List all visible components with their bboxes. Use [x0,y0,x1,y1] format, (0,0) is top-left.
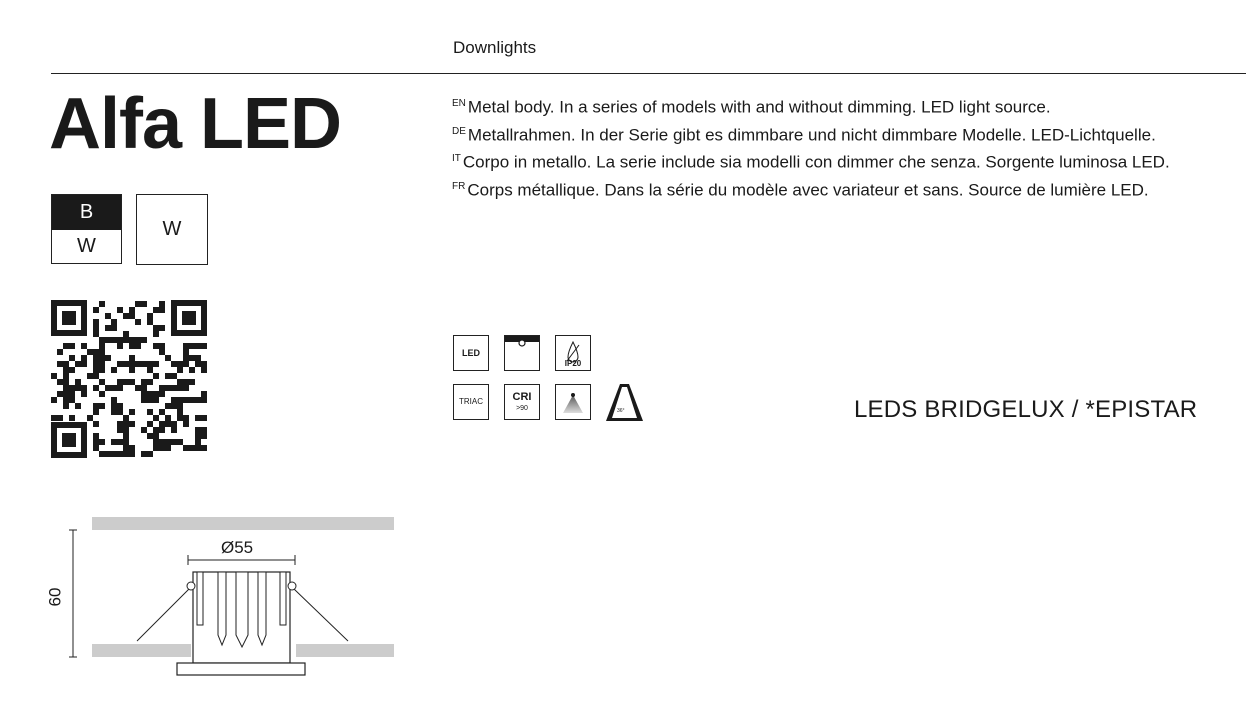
diameter-label: Ø55 [221,538,254,557]
cri-label: CRI [512,391,532,403]
finish-black-label: B [52,195,121,230]
description-it [452,147,1170,175]
dimension-drawing [40,505,420,700]
lang-code-it: IT [452,153,461,165]
ip-rating-icon [555,335,591,371]
light-distribution-icon [555,384,591,420]
category-label: Downlights [453,38,537,57]
description-fr [452,175,1170,203]
cri-icon [504,384,540,420]
qr-code [51,300,207,463]
cri-value: >90 [516,405,528,412]
height-label: 60 [45,587,65,607]
description-text-fr: Corps métallique. Dans la série du modèle avec variateur et sans. Source de lumière LED. [467,180,1149,200]
finish-white: W [136,194,208,265]
description-text-it: Corpo in metallo. La serie include sia modelli con dimmer che senza. Sorgente luminosa LED. [462,152,1170,172]
description-text-en: Metal body. In a series of models with and without dimming. LED light source. [467,97,1051,117]
ip-rating-label: IP20 [564,359,582,368]
product-title: Alfa LED [49,84,342,164]
description-text-de: Metallrahmen. In der Serie gibt es dimmbare und nicht dimmbare Modelle. LED-Lichtquelle. [467,125,1156,145]
description-en [452,92,1170,120]
finish-white-label: W [77,235,96,257]
led-icon: LED [453,335,489,371]
product-description [452,92,1170,203]
lang-code-en: EN [452,98,466,109]
lang-code-fr: FR [452,180,466,192]
beam-angle-label: 36° [617,408,625,414]
recessed-mount-icon [504,335,540,371]
description-de [452,120,1170,148]
header-divider [51,73,1246,74]
beam-angle-icon [606,384,642,420]
lang-code-de: DE [452,125,466,137]
triac-icon: TRIAC [453,384,489,420]
led-brand-label: LEDS BRIDGELUX / *EPISTAR [854,396,1198,423]
finish-black-white [51,194,122,264]
